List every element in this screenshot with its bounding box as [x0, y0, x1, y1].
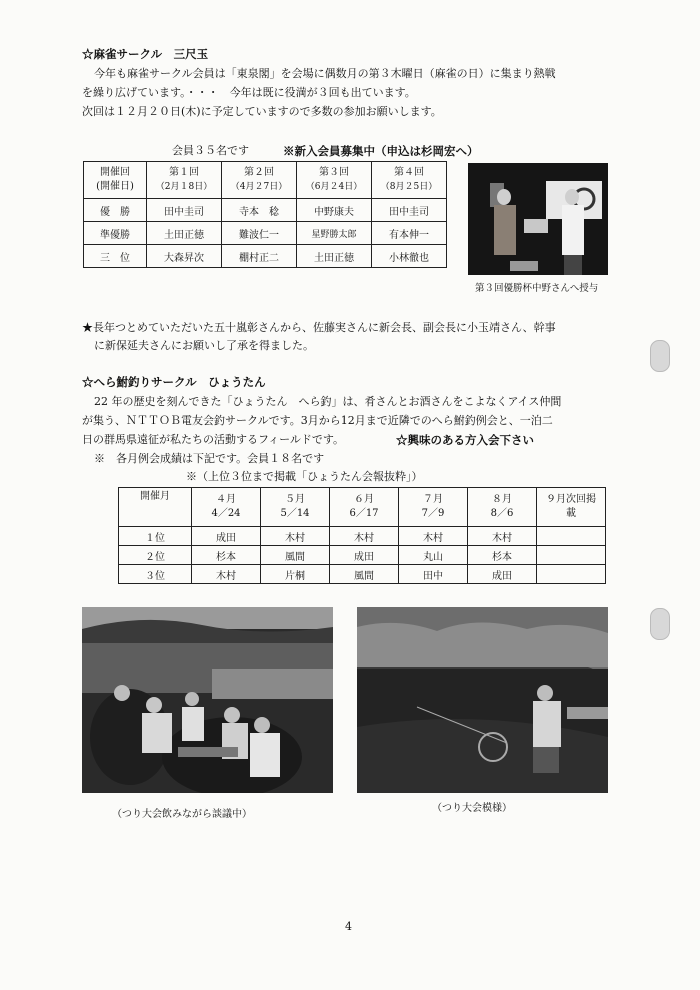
- fishing-contest-photo: [357, 607, 608, 793]
- table-row: [119, 546, 606, 565]
- mahjong-paragraph-line-1: 今年も麻雀サークル会員は「東泉閣」を会場に偶数月の第３木曜日（麻雀の日）に集まり熱戦: [94, 67, 556, 80]
- table-header-row: [84, 162, 447, 199]
- mahjong-paragraph-line-2: を繰り広げています。・・・ 今年は既に役満が３回も出ています。: [82, 86, 416, 99]
- table-row: [119, 565, 606, 584]
- fishing-results-table: [118, 487, 606, 584]
- table-header-cell: 開催月: [119, 488, 192, 527]
- table-header-cell: 第４回 （8月２5日）: [372, 162, 447, 199]
- table-cell: 寺本 稔: [222, 199, 297, 222]
- table-header-cell: 第３回 （6月２4日）: [297, 162, 372, 199]
- table-cell: 田中圭司: [147, 199, 222, 222]
- table-cell: 棚村正二: [222, 245, 297, 268]
- table-cell: 星野勝太郎: [297, 222, 372, 245]
- fishing-paragraph-line-1: 22 年の歴史を刻んできた「ひょうたん へら釣」は、肴さんとお酒さんをこよなくアイス仲間: [94, 395, 562, 408]
- table-cell: 風間: [261, 546, 330, 565]
- table-header-cell: ６月 6／17: [330, 488, 399, 527]
- table-cell: 成田: [330, 546, 399, 565]
- table-cell: 田中圭司: [372, 199, 447, 222]
- mahjong-paragraph-line-3: 次回は１２月２０日(木)に予定していますので多数の参加お願いします。: [82, 105, 442, 118]
- table-header-cell: ９月次回掲 載: [537, 488, 606, 527]
- table-header-cell: 開催回 (開催日): [84, 162, 147, 199]
- table-cell: [537, 527, 606, 546]
- table-cell: 難波仁一: [222, 222, 297, 245]
- table-row: [84, 199, 447, 222]
- contest-photo-caption: （つり大会模様）: [432, 803, 512, 814]
- table-cell: 大森昇次: [147, 245, 222, 268]
- table-row: [84, 245, 447, 268]
- fishing-table-note: ※（上位３位まで掲載「ひょうたん会報抜粋」）: [186, 470, 423, 483]
- table-cell: 杉本: [468, 546, 537, 565]
- table-cell: 中野康夫: [297, 199, 372, 222]
- table-cell: 土田正徳: [297, 245, 372, 268]
- table-header-cell: ４月 4／24: [192, 488, 261, 527]
- punch-hole: [650, 608, 670, 640]
- award-ceremony-photo: [468, 163, 608, 275]
- table-cell: ２位: [119, 546, 192, 565]
- table-cell: 木村: [468, 527, 537, 546]
- table-cell: 木村: [399, 527, 468, 546]
- table-cell: [537, 565, 606, 584]
- page-number: 4: [345, 920, 352, 933]
- table-cell: 成田: [468, 565, 537, 584]
- table-header-cell: 第１回 （2月１8日）: [147, 162, 222, 199]
- table-cell: 杉本: [192, 546, 261, 565]
- table-header-row: [119, 488, 606, 527]
- punch-hole: [650, 340, 670, 372]
- table-cell: 有本伸一: [372, 222, 447, 245]
- award-photo-caption: 第３回優勝杯中野さんへ授与: [475, 283, 599, 294]
- fishing-paragraph-line-2: が集う、ＮＴＴＯＢ電友会釣サークルです。3月から12月まで近隣でのへら鮒釣例会と、一泊二: [82, 414, 553, 427]
- table-cell: 木村: [192, 565, 261, 584]
- table-cell: 丸山: [399, 546, 468, 565]
- table-cell: 片桐: [261, 565, 330, 584]
- table-header-cell: 第２回 （4月２7日）: [222, 162, 297, 199]
- table-cell: １位: [119, 527, 192, 546]
- table-cell: 田中: [399, 565, 468, 584]
- fishing-results-note: ※ 各月例会成績は下記です。会員１８名です: [94, 452, 325, 465]
- notice-line-2: に新保延夫さんにお願いし了承を得ました。: [94, 339, 314, 352]
- table-row: [84, 222, 447, 245]
- mahjong-heading: ☆麻雀サークル 三尺玉: [82, 47, 209, 61]
- mahjong-members-count: 会員３５名です: [172, 144, 249, 157]
- fishing-paragraph-line-3: 日の群馬県遠征が私たちの活動するフィールドです。: [82, 433, 345, 446]
- table-cell: 風間: [330, 565, 399, 584]
- mahjong-recruit-notice: ※新入会員募集中（申込は杉岡宏へ）: [283, 144, 479, 158]
- table-cell: 準優勝: [84, 222, 147, 245]
- table-cell: 成田: [192, 527, 261, 546]
- table-header-cell: ７月 7／9: [399, 488, 468, 527]
- table-cell: [537, 546, 606, 565]
- table-cell: 三 位: [84, 245, 147, 268]
- table-row: [119, 527, 606, 546]
- table-header-cell: ５月 5／14: [261, 488, 330, 527]
- table-cell: 土田正徳: [147, 222, 222, 245]
- fishing-heading: ☆へら鮒釣りサークル ひょうたん: [82, 375, 266, 389]
- fishing-party-photo: [82, 607, 333, 793]
- party-photo-caption: （つり大会飲みながら談議中）: [112, 809, 252, 820]
- fishing-invite: ☆興味のある方入会下さい: [396, 433, 534, 447]
- table-cell: 優 勝: [84, 199, 147, 222]
- table-cell: 木村: [330, 527, 399, 546]
- table-cell: 木村: [261, 527, 330, 546]
- table-header-cell: ８月 8／6: [468, 488, 537, 527]
- table-cell: 小林徹也: [372, 245, 447, 268]
- table-cell: ３位: [119, 565, 192, 584]
- notice-line-1: ★長年つとめていただいた五十嵐彰さんから、佐藤実さんに新会長、副会長に小玉靖さん、幹事: [82, 321, 556, 334]
- mahjong-results-table: [83, 161, 447, 268]
